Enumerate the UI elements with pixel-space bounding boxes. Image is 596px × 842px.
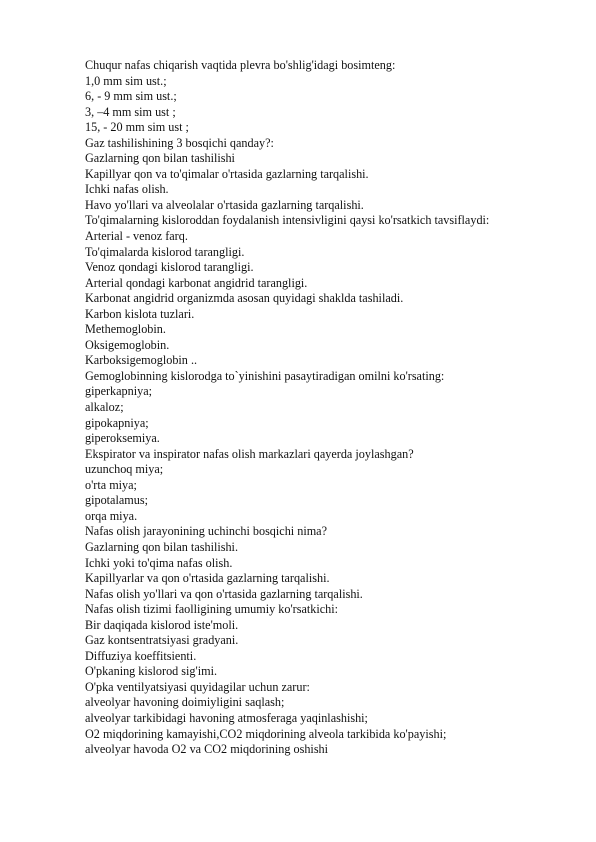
text-line: gipotalamus;: [85, 493, 148, 508]
text-line: Ekspirator va inspirator nafas olish markazlari qayerda joylashgan?: [85, 446, 414, 461]
text-line: o'rta miya;: [85, 477, 137, 492]
text-line: Gaz kontsentratsiyasi gradyani.: [85, 633, 239, 648]
text-line: giperoksemiya.: [85, 431, 160, 446]
text-line: Gemoglobinning kislorodga to`yinishini pasaytiradigan omilni ko'rsating:: [85, 368, 445, 383]
text-line: Nafas olish yo'llari va qon o'rtasida gazlarning tarqalishi.: [85, 586, 363, 601]
text-line: Karboksigemoglobin ..: [85, 353, 198, 368]
text-line: alveolyar havoda O2 va CO2 miqdorining oshishi: [85, 742, 329, 757]
text-line: Havo yo'llari va alveolalar o'rtasida gazlarning tarqalishi.: [85, 197, 364, 212]
text-line: To'qimalarning kisloroddan foydalanish intensivligini qaysi ko'rsatkich tavsiflaydi:: [85, 213, 490, 228]
text-line: alkaloz;: [85, 400, 124, 415]
text-line: Diffuziya koeffitsienti.: [85, 648, 197, 663]
text-line: gipokapniya;: [85, 415, 149, 430]
text-line: O2 miqdorining kamayishi,CO2 miqdorining alveola tarkibida ko'payishi;: [85, 726, 447, 741]
text-line: Chuqur nafas chiqarish vaqtida plevra bo'shlig'idagi bosimteng:: [85, 58, 396, 72]
text-line: Ichki yoki to'qima nafas olish.: [85, 555, 233, 570]
text-line: Bir daqiqada kislorod iste'moli.: [85, 617, 239, 632]
text-line: Ichki nafas olish.: [85, 182, 169, 197]
text-line: Karbon kislota tuzlari.: [85, 306, 195, 321]
text-line: alveolyar tarkibidagi havoning atmosferaga yaqinlashishi;: [85, 710, 368, 725]
text-line: Karbonat angidrid organizmda asosan quyidagi shaklda tashiladi.: [85, 291, 404, 306]
text-line: Gaz tashilishining 3 bosqichi qanday?:: [85, 135, 274, 150]
text-line: 15, - 20 mm sim ust ;: [85, 120, 189, 135]
text-line: Nafas olish jarayonining uchinchi bosqichi nima?: [85, 524, 328, 539]
text-line: Nafas olish tizimi faolligining umumiy ko'rsatkichi:: [85, 602, 339, 617]
text-line: Oksigemoglobin.: [85, 337, 170, 352]
text-line: Kapillyar qon va to'qimalar o'rtasida gazlarning tarqalishi.: [85, 166, 369, 181]
text-line: Methemoglobin.: [85, 322, 166, 337]
text-line: orqa miya.: [85, 508, 138, 523]
text-line: Venoz qondagi kislorod tarangligi.: [85, 260, 254, 275]
text-line: 3, –4 mm sim ust ;: [85, 104, 176, 119]
text-line: Arterial - venoz farq.: [85, 229, 188, 244]
text-line: giperkapniya;: [85, 384, 153, 399]
text-line: uzunchoq miya;: [85, 462, 164, 477]
text-line: 6, - 9 mm sim ust.;: [85, 89, 177, 104]
text-line: O'pkaning kislorod sig'imi.: [85, 664, 218, 679]
text-line: alveolyar havoning doimiyligini saqlash;: [85, 695, 285, 710]
document-text: [85, 58, 585, 758]
text-line: To'qimalarda kislorod tarangligi.: [85, 244, 245, 259]
text-line: 1,0 mm sim ust.;: [85, 73, 167, 88]
text-line: Gazlarning qon bilan tashilishi.: [85, 539, 238, 554]
text-line: Kapillyarlar va qon o'rtasida gazlarning tarqalishi.: [85, 571, 330, 586]
text-line: Arterial qondagi karbonat angidrid tarangligi.: [85, 275, 308, 290]
text-line: O'pka ventilyatsiyasi quyidagilar uchun zarur:: [85, 679, 310, 694]
text-line: Gazlarning qon bilan tashilishi: [85, 151, 235, 166]
